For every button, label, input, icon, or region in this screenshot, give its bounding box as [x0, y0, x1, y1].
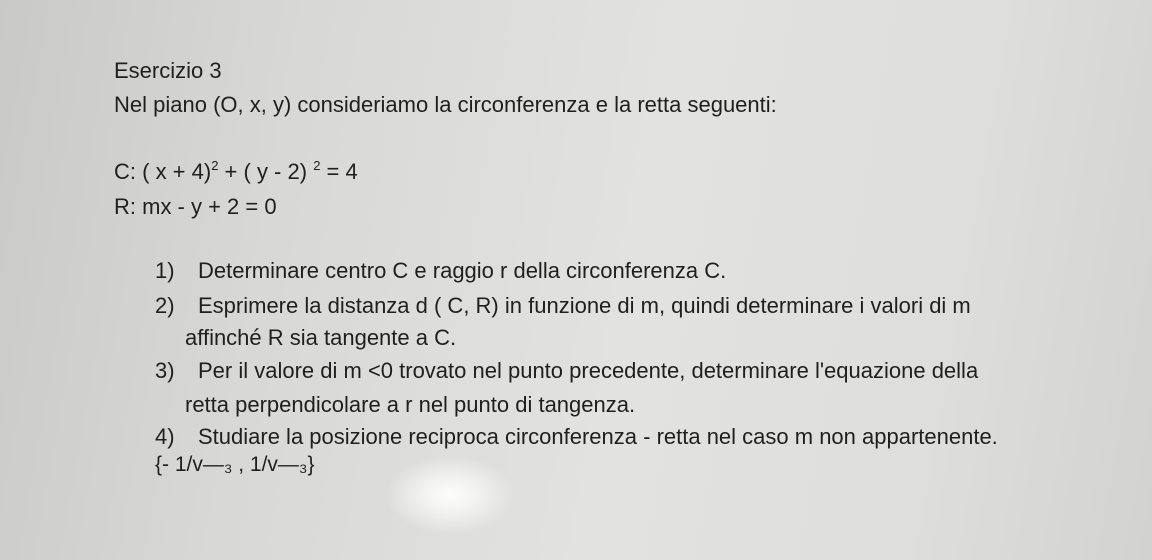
circle-equation	[114, 158, 358, 185]
question-3-text-continued: retta perpendicolare a r nel punto di tangenza.	[185, 392, 636, 417]
question-2-text-continued: affinché R sia tangente a C.	[185, 325, 457, 350]
question-4-number: 4)	[155, 424, 175, 449]
question-4-text: Studiare la posizione reciproca circonferenza - retta nel caso m non appartenente.	[198, 424, 998, 449]
circle-eq-part3: = 4	[320, 159, 358, 184]
light-glare	[385, 455, 515, 535]
exercise-title: Esercizio 3	[114, 58, 222, 83]
question-3-text: Per il valore di m <0 trovato nel punto precedente, determinare l'equazione della	[198, 358, 979, 383]
line-equation: R: mx - y + 2 = 0	[114, 194, 277, 219]
excluded-values-set: {- 1/v—₃ , 1/v—₃}	[155, 453, 315, 476]
circle-eq-exp2: 2	[313, 158, 321, 173]
intro-text: Nel piano (O, x, y) consideriamo la circonferenza e la retta seguenti:	[114, 92, 777, 117]
circle-label: C:	[114, 159, 136, 184]
question-2-number: 2)	[155, 293, 175, 318]
circle-eq-exp1: 2	[211, 158, 219, 173]
question-2-text: Esprimere la distanza d ( C, R) in funzione di m, quindi determinare i valori di m	[198, 293, 971, 318]
question-3-number: 3)	[155, 358, 175, 383]
question-1-number: 1)	[155, 258, 175, 283]
circle-eq-part1: ( x + 4)	[142, 159, 212, 184]
question-1-text: Determinare centro C e raggio r della circonferenza C.	[198, 258, 727, 283]
circle-eq-part2: + ( y - 2)	[218, 159, 314, 184]
